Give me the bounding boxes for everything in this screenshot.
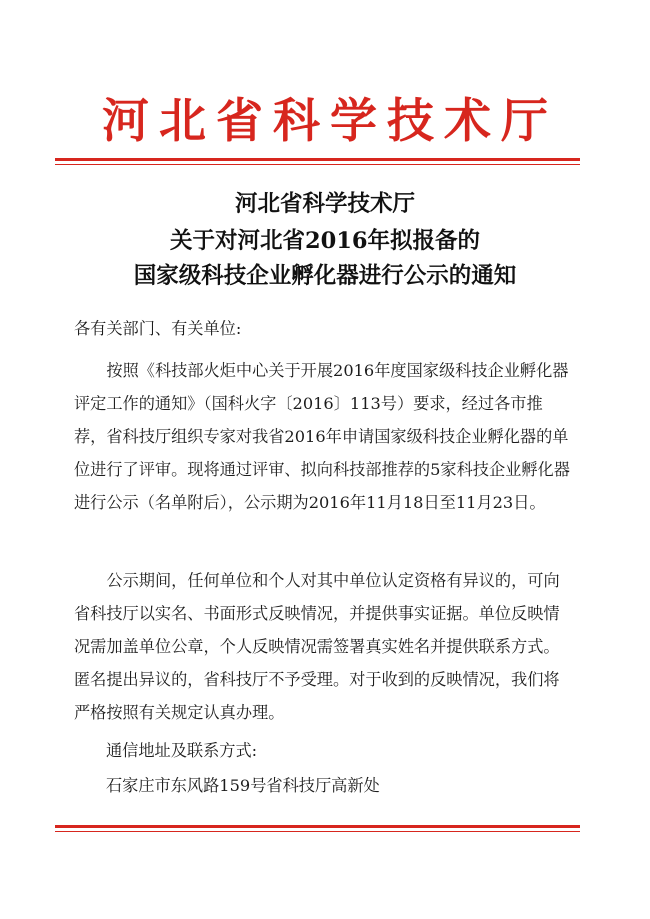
contact-label: 通信地址及联系方式: xyxy=(106,741,258,760)
document-title-line-2: 关于对河北省2016年拟报备的 xyxy=(169,228,481,254)
masthead-rule-thin xyxy=(55,164,580,165)
address-line: 石家庄市东风路159号省科技厅高新处 xyxy=(106,776,380,795)
body-paragraph-1: 按照《科技部火炬中心关于开展2016年度国家级科技企业孵化器评定工作的通知》（国科火字〔2016〕113号）要求，经过各市推荐，省科技厅组织专家对我省2016年申请国家级科技企业孵化器的单位进行了评审。现将通过评审、拟向科技部推荐的5家科技企业孵化器进行公示（名单附后），公示期为2016年11月18日至11月23日。 xyxy=(74,361,570,512)
footer-rule-thin xyxy=(55,831,580,832)
document-title-line-1: 河北省科学技术厅 xyxy=(234,191,415,217)
masthead-title: 河北省科学技术厅 xyxy=(102,94,558,149)
document-title-line-3: 国家级科技企业孵化器进行公示的通知 xyxy=(133,263,517,289)
footer-rule-thick xyxy=(55,825,580,828)
salutation: 各有关部门、有关单位: xyxy=(74,319,242,338)
masthead-rule-thick xyxy=(55,158,580,161)
body-paragraph-2: 公示期间，任何单位和个人对其中单位认定资格有异议的，可向省科技厅以实名、书面形式反映情况，并提供事实证据。单位反映情况需加盖单位公章，个人反映情况需签署真实姓名并提供联系方式。匿名提出异议的，省科技厅不予受理。对于收到的反映情况，我们将严格按照有关规定认真办理。 xyxy=(74,571,560,722)
